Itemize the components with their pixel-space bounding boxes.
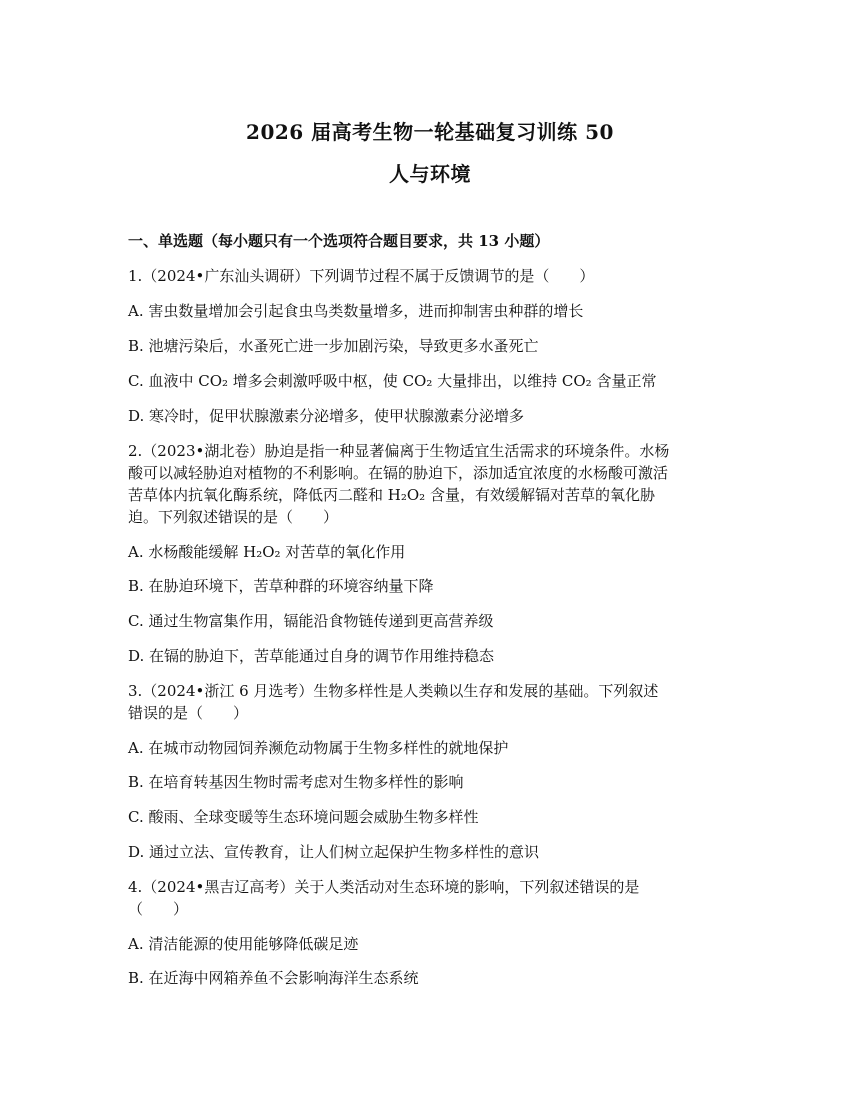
question-2-stem-line-1: 2.（2023•湖北卷）胁迫是指一种显著偏离于生物适宜生活需求的环境条件。水杨	[128, 442, 670, 460]
question-2-option-a: A. 水杨酸能缓解 H₂O₂ 对苦草的氧化作用	[128, 543, 406, 561]
question-3-option-d: D. 通过立法、宣传教育，让人们树立起保护生物多样性的意识	[128, 843, 540, 861]
question-4-option-a: A. 清洁能源的使用能够降低碳足迹	[128, 935, 359, 953]
question-2-option-d: D. 在镉的胁迫下，苦草能通过自身的调节作用维持稳态	[128, 647, 495, 665]
question-2-stem-line-4: 迫。下列叙述错误的是（ ）	[128, 508, 339, 526]
question-2-option-c: C. 通过生物富集作用，镉能沿食物链传递到更高营养级	[128, 612, 494, 630]
question-3-stem-line-2: 错误的是（ ）	[128, 704, 249, 722]
question-3-option-c: C. 酸雨、全球变暖等生态环境问题会威胁生物多样性	[128, 808, 479, 826]
question-1-option-c: C. 血液中 CO₂ 增多会刺激呼吸中枢，使 CO₂ 大量排出，以维持 CO₂ 含量正常	[128, 372, 657, 390]
question-2-stem-line-2: 酸可以减轻胁迫对植物的不利影响。在镉的胁迫下，添加适宜浓度的水杨酸可激活	[128, 464, 669, 482]
question-3-stem-line-1: 3.（2024•浙江 6 月选考）生物多样性是人类赖以生存和发展的基础。下列叙述	[128, 682, 659, 700]
document-subtitle: 人与环境	[389, 162, 471, 186]
question-1-stem: 1.（2024•广东汕头调研）下列调节过程不属于反馈调节的是（ ）	[128, 267, 595, 285]
question-2-option-b: B. 在胁迫环境下，苦草种群的环境容纳量下降	[128, 577, 434, 595]
question-3-option-b: B. 在培育转基因生物时需考虑对生物多样性的影响	[128, 773, 464, 791]
question-4-stem-line-1: 4.（2024•黑吉辽高考）关于人类活动对生态环境的影响，下列叙述错误的是	[128, 878, 640, 896]
section-heading: 一、单选题（每小题只有一个选项符合题目要求，共 13 小题）	[128, 232, 550, 250]
question-1-option-b: B. 池塘污染后，水蚤死亡进一步加剧污染，导致更多水蚤死亡	[128, 337, 539, 355]
question-1-option-d: D. 寒冷时，促甲状腺激素分泌增多，使甲状腺激素分泌增多	[128, 407, 525, 425]
question-1-option-a: A. 害虫数量增加会引起食虫鸟类数量增多，进而抑制害虫种群的增长	[128, 302, 584, 320]
document-title: 2026 届高考生物一轮基础复习训练 50	[246, 120, 614, 144]
question-4-option-b: B. 在近海中网箱养鱼不会影响海洋生态系统	[128, 969, 419, 987]
question-2-stem-line-3: 苦草体内抗氧化酶系统，降低丙二醛和 H₂O₂ 含量，有效缓解镉对苦草的氧化胁	[128, 486, 655, 504]
question-3-option-a: A. 在城市动物园饲养濒危动物属于生物多样性的就地保护	[128, 739, 509, 757]
question-4-stem-line-2: （ ）	[128, 900, 189, 918]
